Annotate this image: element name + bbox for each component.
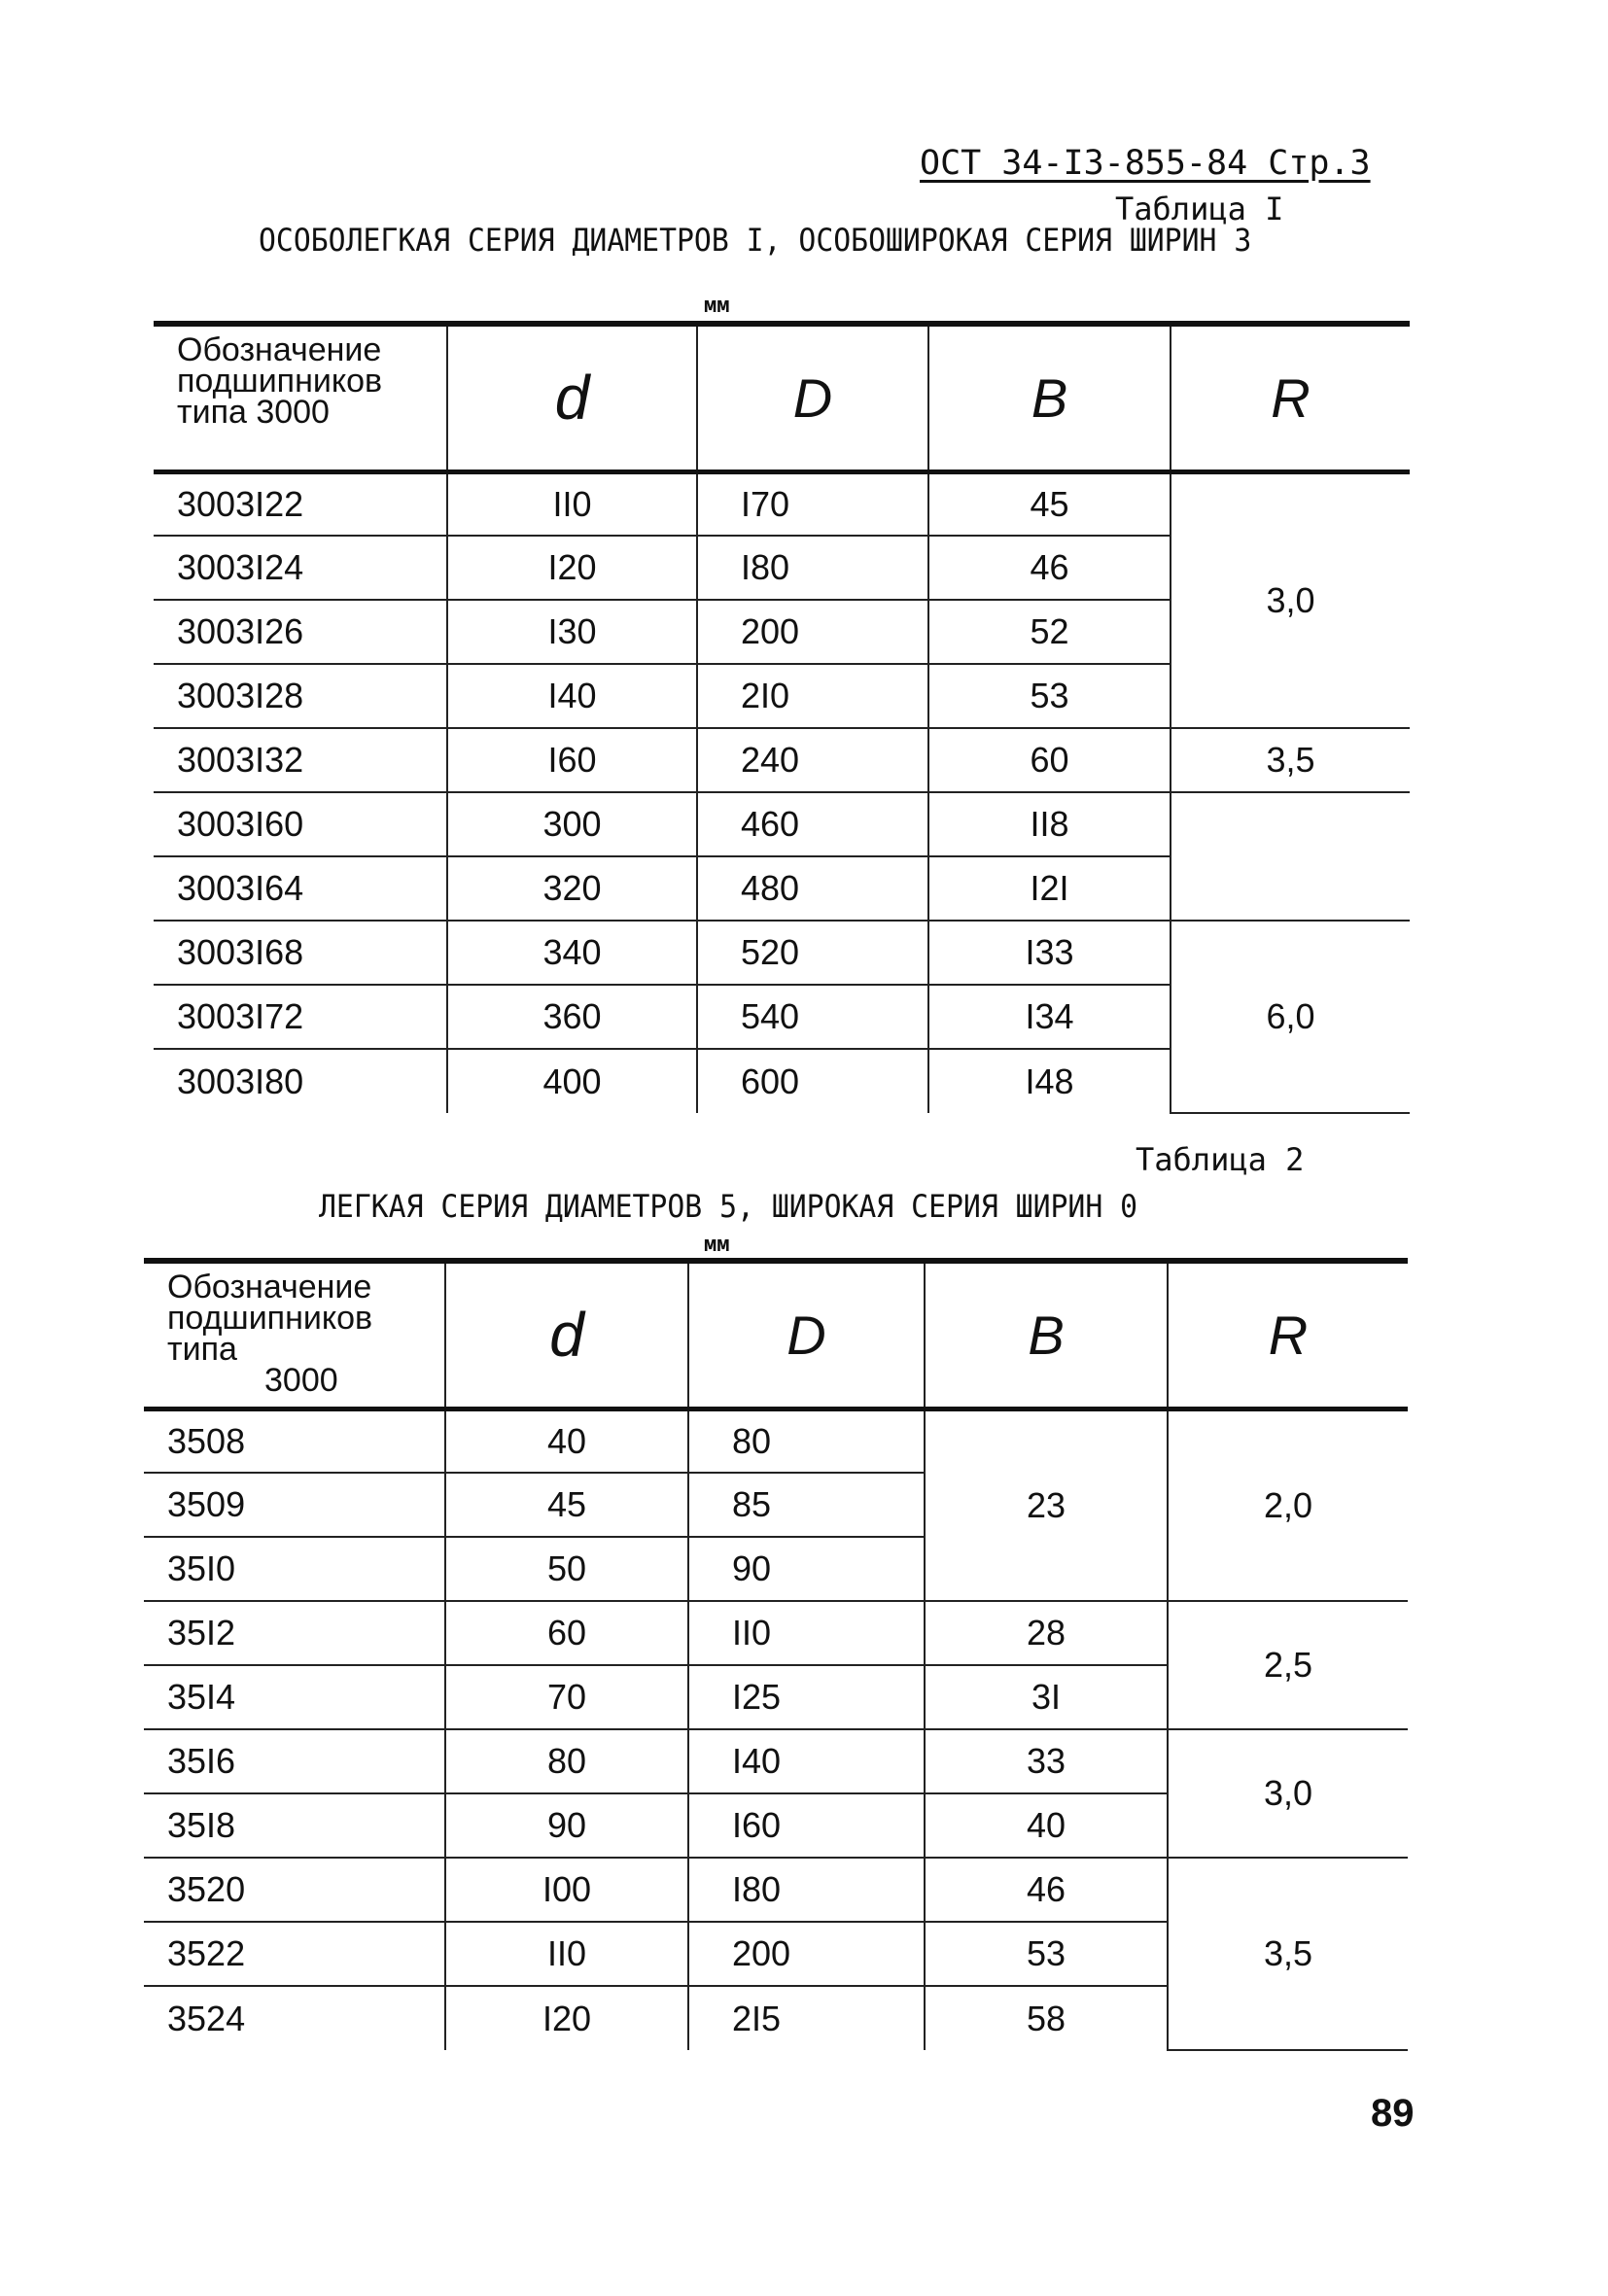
table2-cell-d: I00 xyxy=(445,1858,688,1922)
table2-cell-D: 80 xyxy=(688,1409,925,1473)
table1-header-designation: Обозначение подшипников типа 3000 xyxy=(154,324,447,471)
table2-cell-d: 40 xyxy=(445,1409,688,1473)
table1-cell-B: I34 xyxy=(928,985,1171,1049)
table1-cell-B: 46 xyxy=(928,536,1171,600)
table1-title: ОСОБОЛЕГКАЯ СЕРИЯ ДИАМЕТРОВ I, ОСОБОШИРОКАЯ СЕРИЯ ШИРИН 3 xyxy=(259,222,1252,259)
table1-cell-d: 400 xyxy=(447,1049,697,1113)
table2-header-row xyxy=(144,1261,1408,1409)
table1-cell-code: 3003I32 xyxy=(154,728,447,792)
table1-cell-D: 460 xyxy=(697,792,928,856)
table1-cell-R: 3,5 xyxy=(1171,728,1410,792)
table1-cell-D: 480 xyxy=(697,856,928,921)
table1-cell-D: 240 xyxy=(697,728,928,792)
table2-header-B: B xyxy=(925,1261,1168,1409)
table1-cell-code: 3003I68 xyxy=(154,921,447,985)
table-row xyxy=(154,471,1410,536)
table2-cell-d: 60 xyxy=(445,1601,688,1665)
table1-cell-code: 3003I80 xyxy=(154,1049,447,1113)
table2-cell-code: 3509 xyxy=(144,1473,445,1537)
table1-cell-B: 53 xyxy=(928,664,1171,728)
table2-cell-code: 35I4 xyxy=(144,1665,445,1729)
table2-title: ЛЕГКАЯ СЕРИЯ ДИАМЕТРОВ 5, ШИРОКАЯ СЕРИЯ ШИРИН 0 xyxy=(319,1188,1138,1225)
table2-cell-B: 33 xyxy=(925,1729,1168,1793)
table2-cell-B: 3I xyxy=(925,1665,1168,1729)
table2-header-designation: Обозначение подшипников типа 3000 xyxy=(144,1261,445,1409)
table1-cell-B: I33 xyxy=(928,921,1171,985)
table1-cell-B: II8 xyxy=(928,792,1171,856)
table2-cell-d: II0 xyxy=(445,1922,688,1986)
table2-cell-code: 35I6 xyxy=(144,1729,445,1793)
table1-cell-code: 3003I72 xyxy=(154,985,447,1049)
table1-cell-code: 3003I28 xyxy=(154,664,447,728)
table2-cell-R: 3,0 xyxy=(1168,1729,1408,1858)
table2-cell-code: 35I8 xyxy=(144,1793,445,1858)
table1-header-d: d xyxy=(447,324,697,471)
table2-cell-code: 35I0 xyxy=(144,1537,445,1601)
table1-cell-D: 540 xyxy=(697,985,928,1049)
table2-cell-D: I25 xyxy=(688,1665,925,1729)
table2-cell-R: 2,5 xyxy=(1168,1601,1408,1729)
table1-header-B: B xyxy=(928,324,1171,471)
table1-cell-code: 3003I22 xyxy=(154,471,447,536)
table1-cell-D: 2I0 xyxy=(697,664,928,728)
table1-cell-d: 300 xyxy=(447,792,697,856)
table1-cell-B: 52 xyxy=(928,600,1171,664)
table2-caption: Таблица 2 xyxy=(1136,1141,1305,1178)
table-row xyxy=(144,1601,1408,1665)
table1-cell-d: 360 xyxy=(447,985,697,1049)
table2-cell-D: 200 xyxy=(688,1922,925,1986)
table2-cell-B: 53 xyxy=(925,1922,1168,1986)
table2-cell-code: 3522 xyxy=(144,1922,445,1986)
table2-cell-D: 90 xyxy=(688,1537,925,1601)
table2-cell-d: I20 xyxy=(445,1986,688,2050)
table1-caption: Таблица I xyxy=(1115,191,1284,227)
table2-cell-code: 35I2 xyxy=(144,1601,445,1665)
table1-cell-D: 520 xyxy=(697,921,928,985)
table1-cell-R: 3,0 xyxy=(1171,471,1410,728)
table1-cell-D: I80 xyxy=(697,536,928,600)
table1-header-row xyxy=(154,324,1410,471)
document-code: ОСТ 34-I3-855-84 Стр.3 xyxy=(920,144,1371,183)
table1-cell-d: 320 xyxy=(447,856,697,921)
table2-cell-B: 40 xyxy=(925,1793,1168,1858)
table2-cell-B: 46 xyxy=(925,1858,1168,1922)
table2-cell-R: 2,0 xyxy=(1168,1409,1408,1601)
table-row xyxy=(154,921,1410,985)
table2-cell-B: 28 xyxy=(925,1601,1168,1665)
table1-cell-code: 3003I60 xyxy=(154,792,447,856)
table2-cell-B: 58 xyxy=(925,1986,1168,2050)
table2-cell-d: 45 xyxy=(445,1473,688,1537)
table2-cell-B: 23 xyxy=(925,1409,1168,1601)
table1 xyxy=(154,321,1410,1114)
table2-header-R: R xyxy=(1168,1261,1408,1409)
table1-cell-d: I30 xyxy=(447,600,697,664)
table1-cell-code: 3003I24 xyxy=(154,536,447,600)
table2-cell-d: 70 xyxy=(445,1665,688,1729)
table2-cell-R: 3,5 xyxy=(1168,1858,1408,2050)
table2-cell-d: 80 xyxy=(445,1729,688,1793)
table2 xyxy=(144,1258,1408,2051)
table2-cell-D: 2I5 xyxy=(688,1986,925,2050)
table2-cell-D: I40 xyxy=(688,1729,925,1793)
table2-cell-D: 85 xyxy=(688,1473,925,1537)
table1-cell-d: I60 xyxy=(447,728,697,792)
table1-cell-code: 3003I64 xyxy=(154,856,447,921)
table1-cell-D: 200 xyxy=(697,600,928,664)
table-row xyxy=(154,728,1410,792)
table1-cell-D: I70 xyxy=(697,471,928,536)
table2-cell-d: 50 xyxy=(445,1537,688,1601)
table1-cell-B: 60 xyxy=(928,728,1171,792)
table2-cell-code: 3524 xyxy=(144,1986,445,2050)
table2-cell-D: II0 xyxy=(688,1601,925,1665)
page-number: 89 xyxy=(1371,2092,1415,2135)
table-row xyxy=(144,1729,1408,1793)
table1-cell-D: 600 xyxy=(697,1049,928,1113)
table1-cell-code: 3003I26 xyxy=(154,600,447,664)
table-row xyxy=(154,792,1410,856)
table1-cell-d: I20 xyxy=(447,536,697,600)
table1-cell-B: I2I xyxy=(928,856,1171,921)
table-row xyxy=(144,1858,1408,1922)
table2-cell-code: 3520 xyxy=(144,1858,445,1922)
table2-header-d: d xyxy=(445,1261,688,1409)
table1-cell-R: 6,0 xyxy=(1171,921,1410,1113)
table1-cell-d: 340 xyxy=(447,921,697,985)
table-row xyxy=(144,1409,1408,1473)
table1-cell-B: 45 xyxy=(928,471,1171,536)
table1-header-D: D xyxy=(697,324,928,471)
table1-unit: мм xyxy=(704,294,730,318)
table1-cell-R xyxy=(1171,792,1410,921)
table2-header-D: D xyxy=(688,1261,925,1409)
table1-cell-B: I48 xyxy=(928,1049,1171,1113)
table1-cell-d: I40 xyxy=(447,664,697,728)
table2-unit: мм xyxy=(704,1233,730,1257)
table1-cell-d: II0 xyxy=(447,471,697,536)
table2-cell-code: 3508 xyxy=(144,1409,445,1473)
table2-cell-d: 90 xyxy=(445,1793,688,1858)
table1-header-R: R xyxy=(1171,324,1410,471)
table2-cell-D: I60 xyxy=(688,1793,925,1858)
table2-cell-D: I80 xyxy=(688,1858,925,1922)
